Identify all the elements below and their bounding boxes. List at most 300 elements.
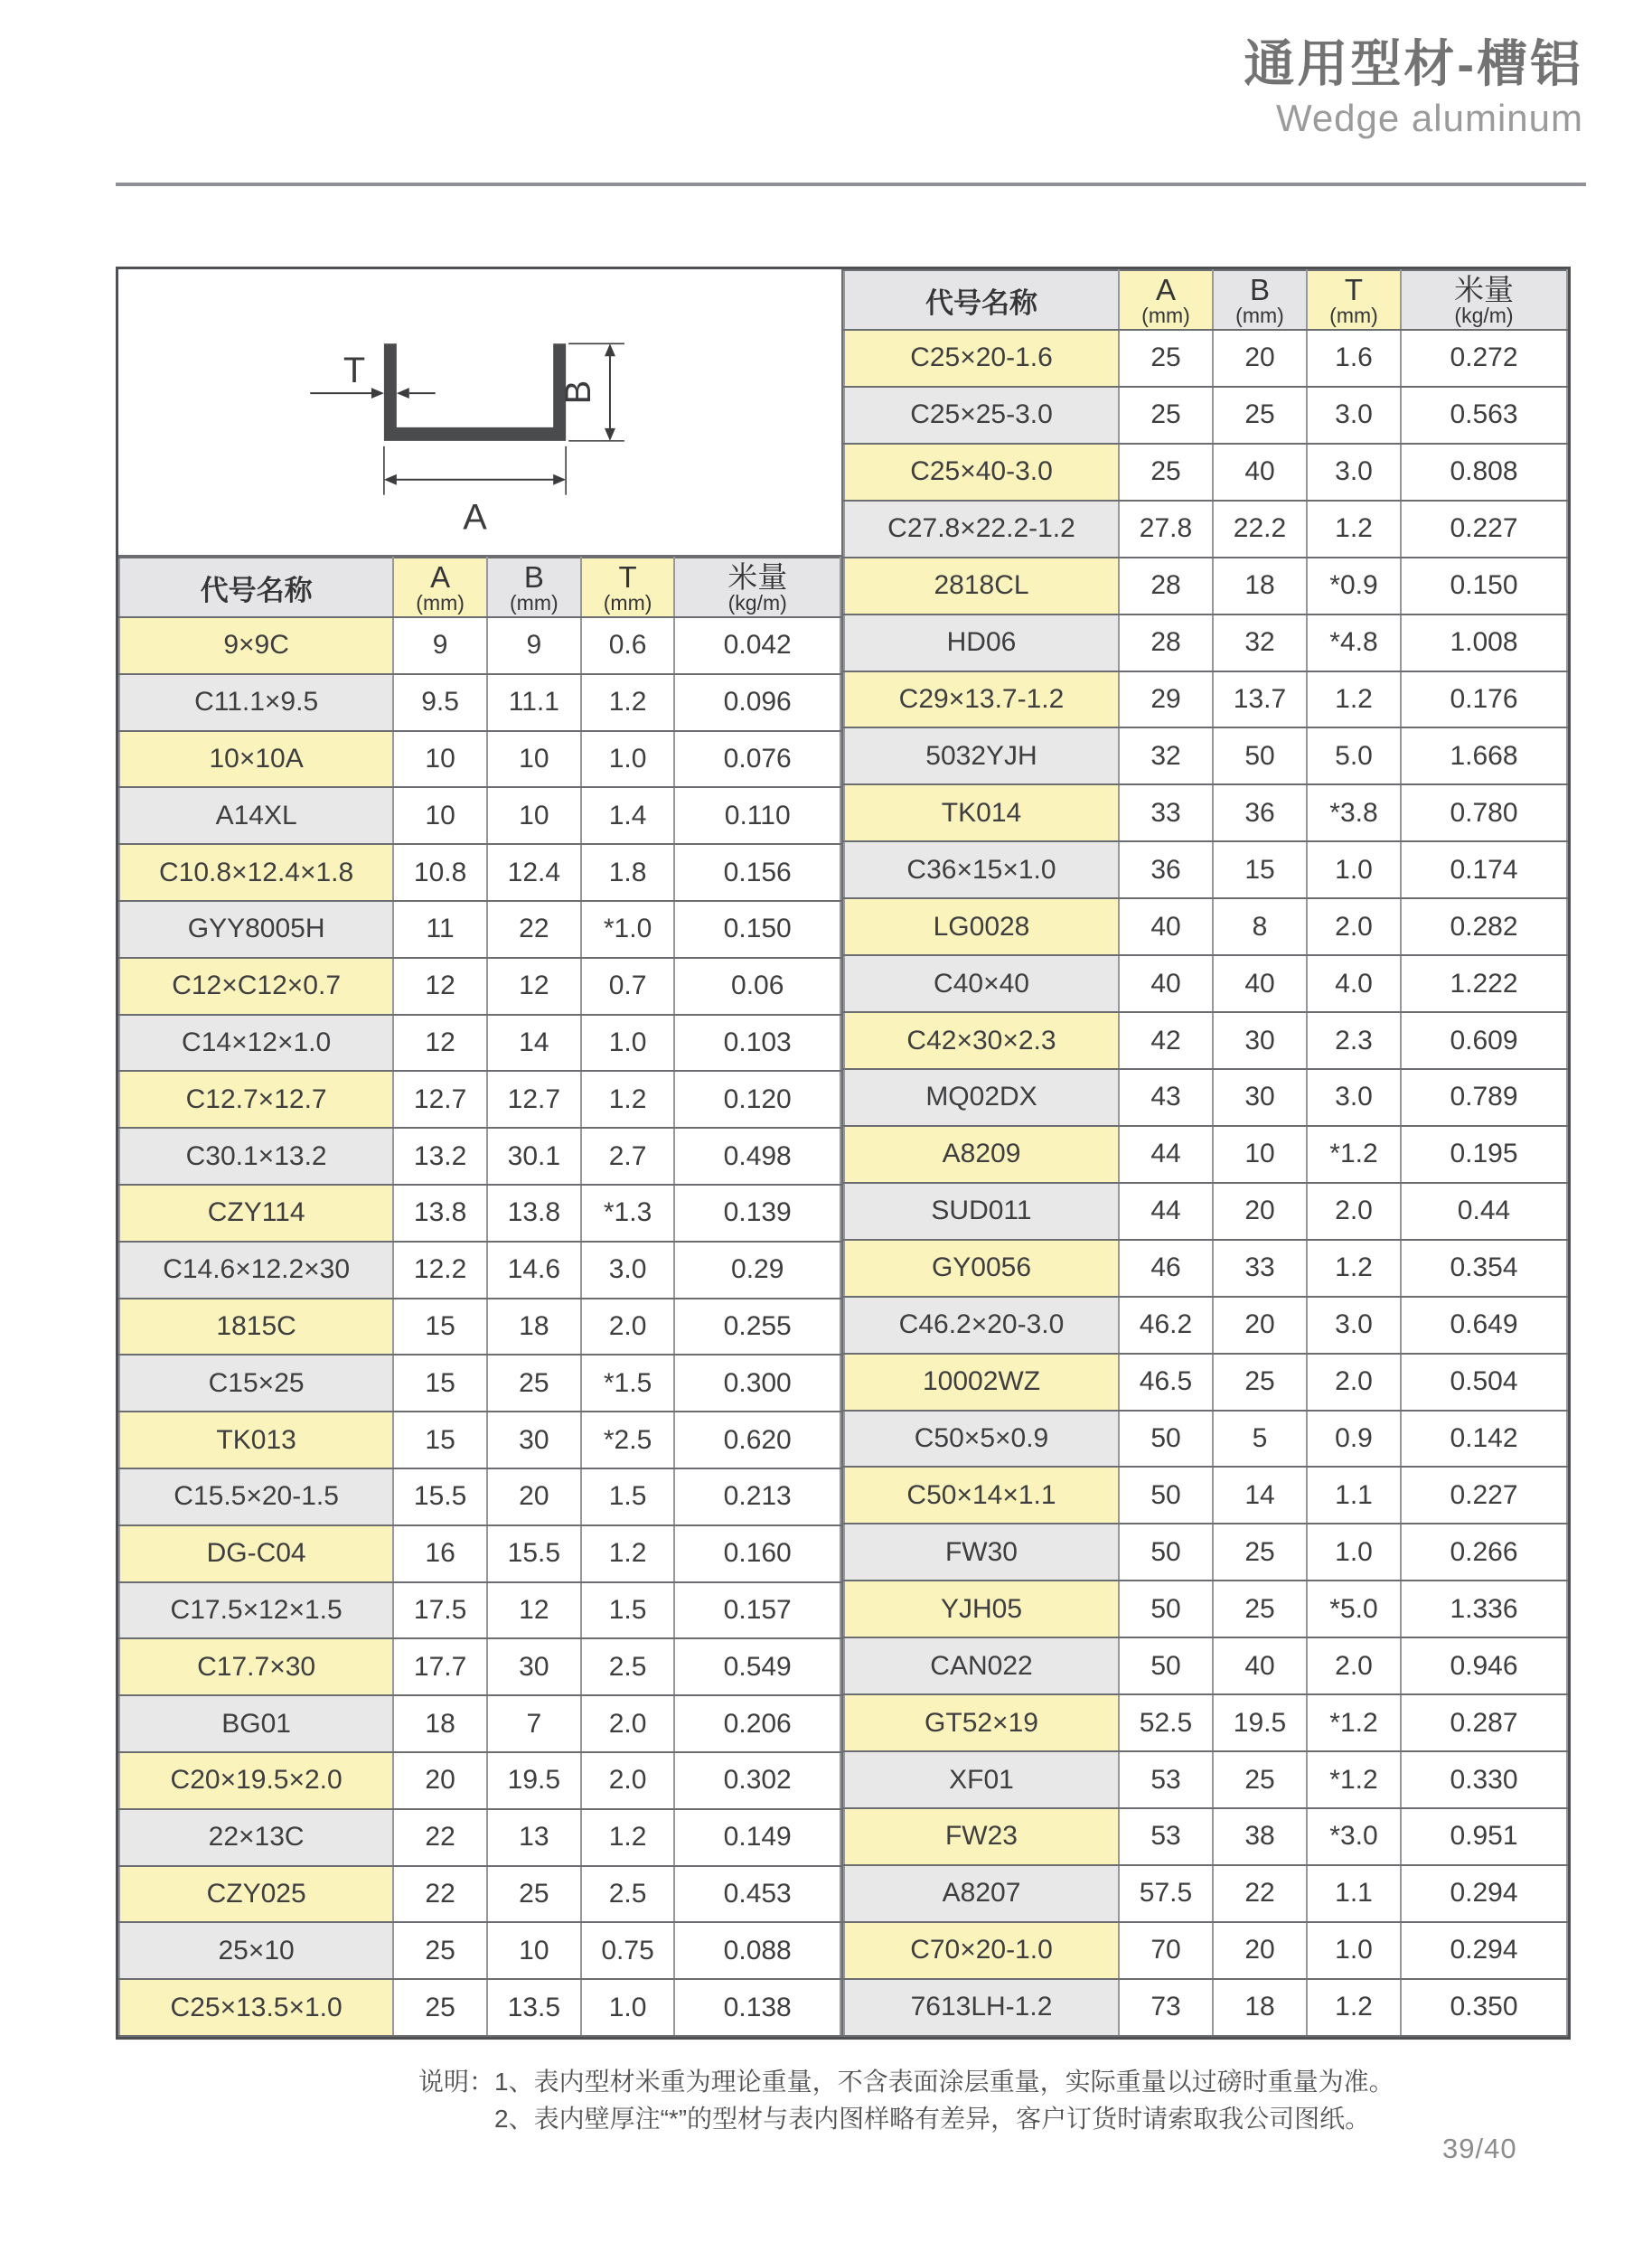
dim-t-value: *5.0 [1307, 1581, 1401, 1637]
header-divider [116, 183, 1586, 186]
dim-t-value: 1.0 [1307, 841, 1401, 898]
dim-label-t: T [343, 351, 366, 391]
table-row [844, 387, 1567, 444]
dim-b-value: 25 [1213, 1354, 1307, 1411]
profile-code: C14×12×1.0 [119, 1015, 393, 1072]
table-row [119, 1299, 840, 1356]
dim-a-value: 43 [1119, 1069, 1213, 1126]
table-row [119, 1922, 840, 1979]
weight-per-meter-value: 0.498 [674, 1128, 840, 1185]
dim-a-value: 29 [1119, 671, 1213, 728]
weight-per-meter-value: 1.668 [1401, 727, 1567, 784]
dim-a-value: 32 [1119, 727, 1213, 784]
weight-per-meter-value: 0.160 [674, 1525, 840, 1582]
table-row [844, 784, 1567, 841]
profile-code: FW23 [844, 1808, 1119, 1865]
dim-t-value: *2.5 [581, 1412, 675, 1468]
dim-a-value: 50 [1119, 1581, 1213, 1637]
notes [418, 2064, 1394, 2137]
weight-per-meter-value: 0.150 [1401, 558, 1567, 614]
dim-b-value: 20 [1213, 1922, 1307, 1979]
dim-a-value: 15 [393, 1299, 487, 1356]
weight-per-meter-value: 0.120 [674, 1071, 840, 1128]
dim-b-value: 30.1 [487, 1128, 581, 1185]
dim-t-value: 0.9 [1307, 1411, 1401, 1468]
table-row [844, 727, 1567, 784]
dim-b-value: 22.2 [1213, 501, 1307, 558]
profile-code: XF01 [844, 1751, 1119, 1808]
table-row [844, 671, 1567, 728]
dim-b-value: 10 [487, 787, 581, 844]
weight-per-meter-value: 0.156 [674, 844, 840, 901]
profile-code: A8209 [844, 1126, 1119, 1183]
dim-b-value: 25 [1213, 1524, 1307, 1581]
profile-code: C25×20-1.6 [844, 330, 1119, 387]
weight-per-meter-value: 0.103 [674, 1015, 840, 1072]
profile-code: C12×C12×0.7 [119, 958, 393, 1015]
dim-t-value: 1.2 [581, 1525, 675, 1582]
profile-code: CZY025 [119, 1866, 393, 1923]
table-row [119, 901, 840, 958]
dim-a-value: 15 [393, 1355, 487, 1412]
dim-a-value: 17.7 [393, 1638, 487, 1695]
dim-t-value: 1.0 [1307, 1524, 1401, 1581]
dim-t-value: *1.2 [1307, 1126, 1401, 1183]
dim-t-value: 0.75 [581, 1922, 675, 1979]
dim-a-value: 40 [1119, 898, 1213, 955]
dim-b-value: 25 [1213, 1751, 1307, 1808]
weight-per-meter-value: 0.042 [674, 617, 840, 674]
table-row [119, 1355, 840, 1412]
table-row [844, 1524, 1567, 1581]
profile-code: CZY114 [119, 1185, 393, 1242]
profile-code: SUD011 [844, 1183, 1119, 1240]
profile-diagram-cell [118, 269, 841, 557]
channel-profile-drawing [118, 269, 841, 555]
profile-code: A8207 [844, 1865, 1119, 1922]
profile-code: 1815C [119, 1299, 393, 1356]
dim-t-value: 1.8 [581, 844, 675, 901]
profile-code: C50×5×0.9 [844, 1411, 1119, 1468]
dim-b-value: 30 [1213, 1069, 1307, 1126]
dim-a-value: 36 [1119, 841, 1213, 898]
profile-code: C12.7×12.7 [119, 1071, 393, 1128]
dim-t-value: 2.0 [1307, 1183, 1401, 1240]
dim-b-value: 7 [487, 1695, 581, 1752]
table-row [844, 1240, 1567, 1297]
dim-b-value: 11.1 [487, 674, 581, 731]
dim-t-value: 1.2 [1307, 671, 1401, 728]
dim-t-value: 3.0 [581, 1242, 675, 1299]
dim-a-value: 12 [393, 1015, 487, 1072]
profile-code: C15×25 [119, 1355, 393, 1412]
profile-code: C25×40-3.0 [844, 444, 1119, 501]
dim-a-value: 11 [393, 901, 487, 958]
dim-a-value: 10 [393, 787, 487, 844]
weight-per-meter-value: 0.951 [1401, 1808, 1567, 1865]
dim-a-value: 16 [393, 1525, 487, 1582]
dim-b-value: 25 [1213, 1581, 1307, 1637]
table-row [844, 1183, 1567, 1240]
weight-per-meter-value: 0.504 [1401, 1354, 1567, 1411]
dim-a-value: 25 [1119, 387, 1213, 444]
table-row [844, 1979, 1567, 2036]
dim-t-value: 2.3 [1307, 1012, 1401, 1069]
profile-code: CAN022 [844, 1637, 1119, 1694]
profile-code: C25×13.5×1.0 [119, 1979, 393, 2036]
dim-label-a: A [463, 497, 487, 538]
weight-per-meter-value: 0.302 [674, 1752, 840, 1809]
dim-t-value: 2.0 [581, 1299, 675, 1356]
table-row [119, 844, 840, 901]
weight-per-meter-value: 1.336 [1401, 1581, 1567, 1637]
table-row [844, 841, 1567, 898]
weight-per-meter-value: 0.808 [1401, 444, 1567, 501]
table-row [119, 1412, 840, 1468]
dim-b-value: 18 [1213, 558, 1307, 614]
col-header-t: T (mm) [1307, 270, 1401, 330]
table-row [844, 614, 1567, 671]
weight-per-meter-value: 0.213 [674, 1468, 840, 1525]
dim-t-value: 0.7 [581, 958, 675, 1015]
weight-per-meter-value: 0.282 [1401, 898, 1567, 955]
table-row [119, 1582, 840, 1639]
dim-a-value: 52.5 [1119, 1694, 1213, 1751]
weight-per-meter-value: 0.206 [674, 1695, 840, 1752]
profile-code: C70×20-1.0 [844, 1922, 1119, 1979]
dim-b-value: 30 [487, 1638, 581, 1695]
table-row [119, 731, 840, 788]
dim-a-value: 18 [393, 1695, 487, 1752]
weight-per-meter-value: 0.620 [674, 1412, 840, 1468]
table-row [844, 330, 1567, 387]
weight-per-meter-value: 0.138 [674, 1979, 840, 2036]
table-row [119, 1695, 840, 1752]
dim-b-value: 14 [1213, 1467, 1307, 1524]
left-panel [118, 269, 843, 2037]
profile-code: C40×40 [844, 955, 1119, 1012]
dim-t-value: 2.5 [581, 1866, 675, 1923]
dim-t-value: 2.0 [581, 1752, 675, 1809]
dim-t-value: *1.3 [581, 1185, 675, 1242]
weight-per-meter-value: 0.076 [674, 731, 840, 788]
dim-b-value: 50 [1213, 727, 1307, 784]
dim-b-value: 8 [1213, 898, 1307, 955]
table-row [844, 955, 1567, 1012]
dim-t-value: 1.0 [581, 1015, 675, 1072]
dim-a-value: 12.7 [393, 1071, 487, 1128]
dim-a-value: 33 [1119, 784, 1213, 841]
dim-t-value: *4.8 [1307, 614, 1401, 671]
col-header-weight: 米量 (kg/m) [674, 558, 840, 617]
dim-b-value: 40 [1213, 444, 1307, 501]
dim-b-value: 14 [487, 1015, 581, 1072]
table-row [844, 1694, 1567, 1751]
dim-b-value: 25 [487, 1355, 581, 1412]
dim-t-value: 2.7 [581, 1128, 675, 1185]
dim-b-value: 19.5 [487, 1752, 581, 1809]
profile-code: C29×13.7-1.2 [844, 671, 1119, 728]
dim-a-value: 57.5 [1119, 1865, 1213, 1922]
profile-code: C17.7×30 [119, 1638, 393, 1695]
channel-section-shape [384, 343, 566, 441]
table-row [844, 444, 1567, 501]
dim-b-value: 36 [1213, 784, 1307, 841]
profile-code: MQ02DX [844, 1069, 1119, 1126]
weight-per-meter-value: 0.780 [1401, 784, 1567, 841]
profile-code: C27.8×22.2-1.2 [844, 501, 1119, 558]
dim-a-value: 42 [1119, 1012, 1213, 1069]
table-row [119, 1866, 840, 1923]
weight-per-meter-value: 0.096 [674, 674, 840, 731]
weight-per-meter-value: 0.330 [1401, 1751, 1567, 1808]
weight-per-meter-value: 0.789 [1401, 1069, 1567, 1126]
profile-code: C20×19.5×2.0 [119, 1752, 393, 1809]
table-row [844, 1865, 1567, 1922]
weight-per-meter-value: 0.549 [674, 1638, 840, 1695]
dim-b-value: 30 [1213, 1012, 1307, 1069]
table-row [844, 501, 1567, 558]
dim-t-value: 1.2 [581, 674, 675, 731]
profile-code: TK014 [844, 784, 1119, 841]
profile-code: FW30 [844, 1524, 1119, 1581]
dim-b-value: 12 [487, 1582, 581, 1639]
profile-code: 2818CL [844, 558, 1119, 614]
dim-t-value: 1.6 [1307, 330, 1401, 387]
dim-b-value: 13.7 [1213, 671, 1307, 728]
weight-per-meter-value: 0.139 [674, 1185, 840, 1242]
dim-a-value: 53 [1119, 1751, 1213, 1808]
profile-code: C36×15×1.0 [844, 841, 1119, 898]
notes-lines [494, 2064, 1394, 2137]
dim-a-value: 46 [1119, 1240, 1213, 1297]
dim-b-value: 38 [1213, 1808, 1307, 1865]
dim-a-value: 73 [1119, 1979, 1213, 2036]
dim-b-value: 9 [487, 617, 581, 674]
dim-a-value: 9 [393, 617, 487, 674]
weight-per-meter-value: 0.110 [674, 787, 840, 844]
dim-a-value: 44 [1119, 1183, 1213, 1240]
dim-b-value: 40 [1213, 955, 1307, 1012]
note-line-1: 1、表内型材米重为理论重量，不含表面涂层重量，实际重量以过磅时重量为准。 [494, 2068, 1394, 2096]
dim-b-value: 10 [1213, 1126, 1307, 1183]
weight-per-meter-value: 0.255 [674, 1299, 840, 1356]
weight-per-meter-value: 0.44 [1401, 1183, 1567, 1240]
weight-per-meter-value: 0.150 [674, 901, 840, 958]
dim-b-value: 33 [1213, 1240, 1307, 1297]
weight-per-meter-value: 0.157 [674, 1582, 840, 1639]
weight-per-meter-value: 0.227 [1401, 501, 1567, 558]
dim-t-value: 1.2 [581, 1809, 675, 1866]
profile-code: 25×10 [119, 1922, 393, 1979]
right-table [843, 269, 1568, 2037]
weight-per-meter-value: 0.300 [674, 1355, 840, 1412]
dim-b-value: 12.7 [487, 1071, 581, 1128]
dim-a-value: 10 [393, 731, 487, 788]
left-table [118, 557, 841, 2037]
dim-t-value: 1.5 [581, 1468, 675, 1525]
dim-b-value: 12.4 [487, 844, 581, 901]
dim-b-value: 15.5 [487, 1525, 581, 1582]
profile-code: C25×25-3.0 [844, 387, 1119, 444]
table-row [844, 1354, 1567, 1411]
profile-code: C50×14×1.1 [844, 1467, 1119, 1524]
dim-a-value: 27.8 [1119, 501, 1213, 558]
dim-b-value: 14.6 [487, 1242, 581, 1299]
dim-b-value: 18 [487, 1299, 581, 1356]
dim-b-value: 25 [1213, 387, 1307, 444]
dim-t-value: 2.0 [1307, 1354, 1401, 1411]
dim-t-value: 1.1 [1307, 1467, 1401, 1524]
table-row [119, 1015, 840, 1072]
weight-per-meter-value: 0.088 [674, 1922, 840, 1979]
page-title: 通用型材-槽铝 [1244, 35, 1583, 92]
dim-t-value: 1.2 [581, 1071, 675, 1128]
col-header-a: A (mm) [1119, 270, 1213, 330]
table-row [119, 1128, 840, 1185]
dim-b-value: 15 [1213, 841, 1307, 898]
dim-t-value: 5.0 [1307, 727, 1401, 784]
dim-a-value: 12 [393, 958, 487, 1015]
dim-b-value: 10 [487, 1922, 581, 1979]
weight-per-meter-value: 0.195 [1401, 1126, 1567, 1183]
dim-b-value: 13.5 [487, 1979, 581, 2036]
profile-code: C10.8×12.4×1.8 [119, 844, 393, 901]
dim-a-value: 15 [393, 1412, 487, 1468]
profile-code: 9×9C [119, 617, 393, 674]
spec-tables [116, 267, 1571, 2040]
table-row [119, 958, 840, 1015]
weight-per-meter-value: 0.946 [1401, 1637, 1567, 1694]
weight-per-meter-value: 0.453 [674, 1866, 840, 1923]
dim-b-value: 20 [487, 1468, 581, 1525]
dim-t-value: 2.0 [581, 1695, 675, 1752]
dim-t-value: 1.2 [1307, 501, 1401, 558]
page-subtitle: Wedge aluminum [1275, 96, 1583, 139]
dim-t-value: 2.0 [1307, 1637, 1401, 1694]
dim-a-value: 20 [393, 1752, 487, 1809]
profile-code: 5032YJH [844, 727, 1119, 784]
profile-code: C46.2×20-3.0 [844, 1297, 1119, 1354]
weight-per-meter-value: 0.294 [1401, 1865, 1567, 1922]
dim-t-value: *1.0 [581, 901, 675, 958]
weight-per-meter-value: 0.563 [1401, 387, 1567, 444]
profile-code: C17.5×12×1.5 [119, 1582, 393, 1639]
dim-a-value: 9.5 [393, 674, 487, 731]
dim-t-value: 3.0 [1307, 387, 1401, 444]
dim-a-value: 25 [393, 1922, 487, 1979]
dim-a-value: 10.8 [393, 844, 487, 901]
table-row [844, 1581, 1567, 1637]
dim-t-value: 1.2 [1307, 1979, 1401, 2036]
dim-b-value: 10 [487, 731, 581, 788]
dim-t-value: 1.0 [1307, 1922, 1401, 1979]
profile-code: 10×10A [119, 731, 393, 788]
dim-a-value: 44 [1119, 1126, 1213, 1183]
weight-per-meter-value: 0.174 [1401, 841, 1567, 898]
right-table-header-row [844, 270, 1567, 330]
weight-per-meter-value: 1.222 [1401, 955, 1567, 1012]
left-table-header-row [119, 558, 840, 617]
dim-t-value: 4.0 [1307, 955, 1401, 1012]
dim-b-value: 20 [1213, 1183, 1307, 1240]
dim-t-value: *0.9 [1307, 558, 1401, 614]
weight-per-meter-value: 0.176 [1401, 671, 1567, 728]
dim-a-value: 25 [1119, 330, 1213, 387]
dim-t-value: 1.1 [1307, 1865, 1401, 1922]
dim-t-value: 2.0 [1307, 898, 1401, 955]
dim-b-value: 5 [1213, 1411, 1307, 1468]
dim-a-value: 50 [1119, 1637, 1213, 1694]
note-line-2: 2、表内壁厚注“*”的型材与表内图样略有差异，客户订货时请索取我公司图纸。 [494, 2104, 1371, 2133]
dim-label-b: B [558, 380, 599, 405]
weight-per-meter-value: 0.06 [674, 958, 840, 1015]
dim-t-value: *3.0 [1307, 1808, 1401, 1865]
right-panel [843, 269, 1568, 2037]
table-row [119, 1071, 840, 1128]
weight-per-meter-value: 1.008 [1401, 614, 1567, 671]
profile-code: A14XL [119, 787, 393, 844]
dim-b-value: 13 [487, 1809, 581, 1866]
dim-t-value: 1.0 [581, 731, 675, 788]
weight-per-meter-value: 0.649 [1401, 1297, 1567, 1354]
table-row [844, 1411, 1567, 1468]
dim-t-value: 1.2 [1307, 1240, 1401, 1297]
table-row [119, 1185, 840, 1242]
dim-b-value: 20 [1213, 1297, 1307, 1354]
table-row [119, 1525, 840, 1582]
profile-code: GY0056 [844, 1240, 1119, 1297]
table-row [844, 1069, 1567, 1126]
dim-a-value: 13.8 [393, 1185, 487, 1242]
table-row [844, 1808, 1567, 1865]
profile-code: 10002WZ [844, 1354, 1119, 1411]
weight-per-meter-value: 0.29 [674, 1242, 840, 1299]
profile-code: C42×30×2.3 [844, 1012, 1119, 1069]
dim-a-value: 50 [1119, 1467, 1213, 1524]
dim-b-value: 20 [1213, 330, 1307, 387]
dim-a-value: 13.2 [393, 1128, 487, 1185]
table-row [119, 787, 840, 844]
col-header-weight: 米量 (kg/m) [1401, 270, 1567, 330]
col-header-a: A (mm) [393, 558, 487, 617]
dim-b-value: 22 [1213, 1865, 1307, 1922]
col-header-name: 代号名称 [844, 270, 1119, 330]
profile-code: BG01 [119, 1695, 393, 1752]
dim-a-value: 28 [1119, 614, 1213, 671]
dim-b-value: 19.5 [1213, 1694, 1307, 1751]
profile-code: LG0028 [844, 898, 1119, 955]
dim-a-value: 22 [393, 1866, 487, 1923]
profile-code: C11.1×9.5 [119, 674, 393, 731]
page-title-block [1244, 35, 1583, 140]
col-header-b: B (mm) [487, 558, 581, 617]
profile-code: YJH05 [844, 1581, 1119, 1637]
profile-code: 22×13C [119, 1809, 393, 1866]
dim-b-value: 22 [487, 901, 581, 958]
weight-per-meter-value: 0.266 [1401, 1524, 1567, 1581]
dim-a-value: 40 [1119, 955, 1213, 1012]
dim-b-value: 13.8 [487, 1185, 581, 1242]
table-row [844, 558, 1567, 614]
dim-a-value: 22 [393, 1809, 487, 1866]
dim-t-value: 3.0 [1307, 1069, 1401, 1126]
dim-a-value: 53 [1119, 1808, 1213, 1865]
profile-code: 7613LH-1.2 [844, 1979, 1119, 2036]
weight-per-meter-value: 0.272 [1401, 330, 1567, 387]
table-row [844, 898, 1567, 955]
profile-code: GYY8005H [119, 901, 393, 958]
